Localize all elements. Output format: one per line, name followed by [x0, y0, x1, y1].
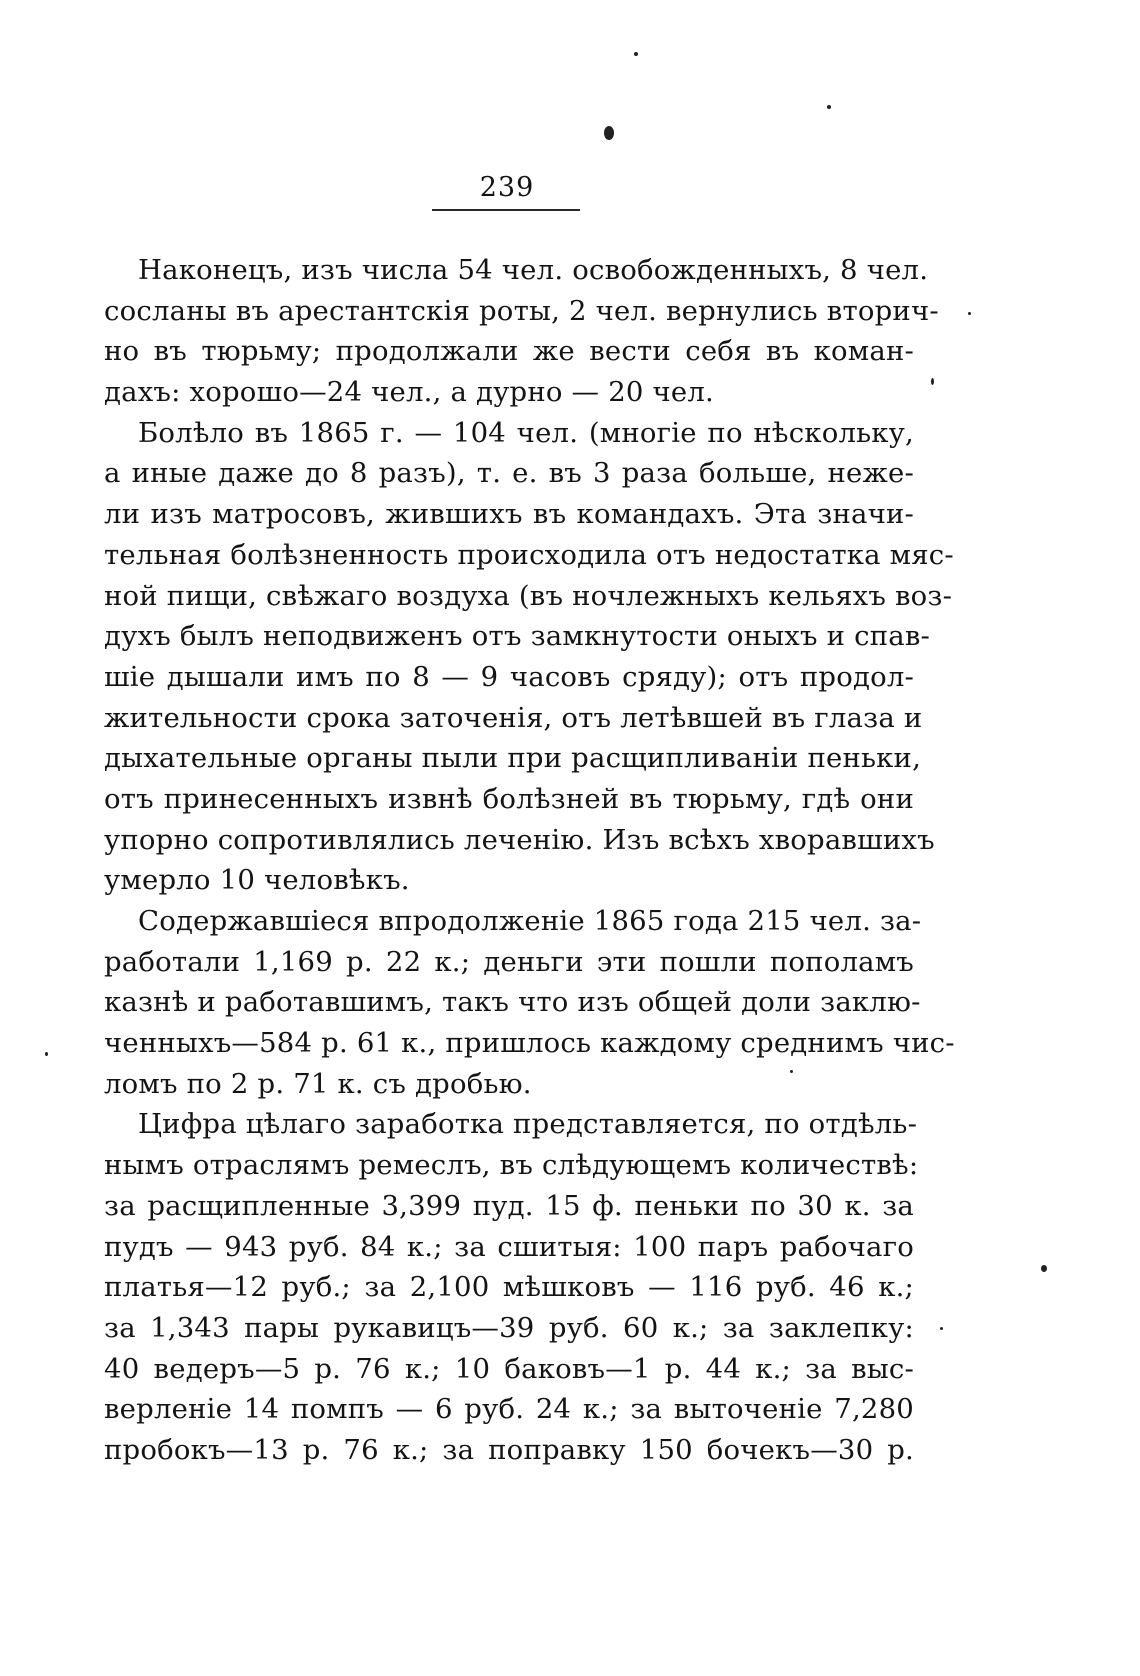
text-line: дахъ: хорошо—24 чел., а дурно — 20 чел.: [104, 376, 714, 409]
text-line: ной пищи, свѣжаго воздуха (въ ночлежныхъ кельяхъ воз-: [104, 579, 953, 612]
text-line: упорно сопротивлялись леченію. Изъ всѣхъ хворавшихъ: [104, 823, 935, 856]
text-line: а иные даже до 8 разъ), т. е. въ 3 раза больше, неже-: [104, 457, 914, 490]
text-line: сосланы въ арестантскія роты, 2 чел. вернулись вторич-: [104, 294, 939, 327]
text-line: Наконецъ, изъ числа 54 чел. освобожденныхъ, 8 чел.: [138, 254, 929, 286]
paragraph-2: [104, 413, 954, 901]
text-line: верленіе 14 помпъ — 6 руб. 24 к.; за выточеніе 7,280: [104, 1393, 914, 1426]
text-line: работали 1,169 р. 22 к.; деньги эти пошли пополамъ: [104, 945, 914, 978]
text-line: но въ тюрьму; продолжали же вести себя въ коман-: [104, 335, 914, 368]
paragraph-3: [104, 901, 955, 1104]
scan-speck: [45, 1052, 48, 1056]
paragraph-1: [104, 250, 939, 413]
text-line: дыхательные органы пыли при расщипливаніи пеньки,: [104, 742, 922, 775]
text-line: пудъ — 943 руб. 84 к.; за сшитыя: 100 паръ рабочаго: [104, 1230, 914, 1263]
text-line: пробокъ—13 р. 76 к.; за поправку 150 бочекъ—30 р.: [104, 1433, 914, 1466]
text-line: духъ былъ неподвиженъ отъ замкнутости оныхъ и спав-: [104, 620, 931, 653]
text-line: умерло 10 человѣкъ.: [104, 864, 410, 897]
text-line: шіе дышали имъ по 8 — 9 часовъ сряду); отъ продол-: [104, 660, 914, 693]
page-number-rule: [432, 209, 580, 211]
text-line: Болѣло въ 1865 г. — 104 чел. (многіе по нѣскольку,: [138, 416, 914, 449]
text-line: тельная болѣзненность происходила отъ недостатка мяс-: [104, 538, 954, 571]
text-line: 40 ведеръ—5 р. 76 к.; 10 баковъ—1 р. 44 к.; за выс-: [104, 1352, 914, 1385]
scan-speck: [931, 378, 934, 385]
text-line: казнѣ и работавшимъ, такъ что изъ общей доли заклю-: [104, 986, 921, 1019]
text-line: отъ принесенныхъ извнѣ болѣзней въ тюрьму, гдѣ они: [104, 782, 914, 815]
scan-speck: [604, 126, 614, 140]
text-line: ли изъ матросовъ, жившихъ въ командахъ. Эта значи-: [104, 498, 914, 531]
text-line: ченныхъ—584 р. 61 к., пришлось каждому среднимъ чис-: [104, 1027, 955, 1060]
scan-speck: [940, 1327, 943, 1330]
text-line: платья—12 руб.; за 2,100 мѣшковъ — 116 руб. 46 к.;: [104, 1271, 914, 1304]
text-line: Цифра цѣлаго заработка представляется, по отдѣль-: [138, 1108, 918, 1141]
body-text: [104, 250, 955, 1471]
text-line: ломъ по 2 р. 71 к. съ дробью.: [104, 1067, 532, 1100]
text-line: жительности срока заточенія, отъ летѣвшей въ глаза и: [104, 701, 923, 734]
scan-speck: [827, 105, 831, 109]
text-line: нымъ отраслямъ ремеслъ, въ слѣдующемъ количествѣ:: [104, 1149, 919, 1182]
page-number: 239: [479, 172, 535, 203]
scan-speck: [968, 312, 971, 315]
text-line: за 1,343 пары рукавицъ—39 руб. 60 к.; за заклепку:: [104, 1311, 914, 1344]
text-line: за расщипленные 3,399 пуд. 15 ф. пеньки по 30 к. за: [104, 1189, 914, 1222]
scan-speck: [1041, 1265, 1047, 1272]
scan-speck: [634, 52, 638, 56]
paragraph-4: [104, 1104, 919, 1470]
text-line: Содержавшіеся впродолженіе 1865 года 215 чел. за-: [138, 905, 922, 937]
